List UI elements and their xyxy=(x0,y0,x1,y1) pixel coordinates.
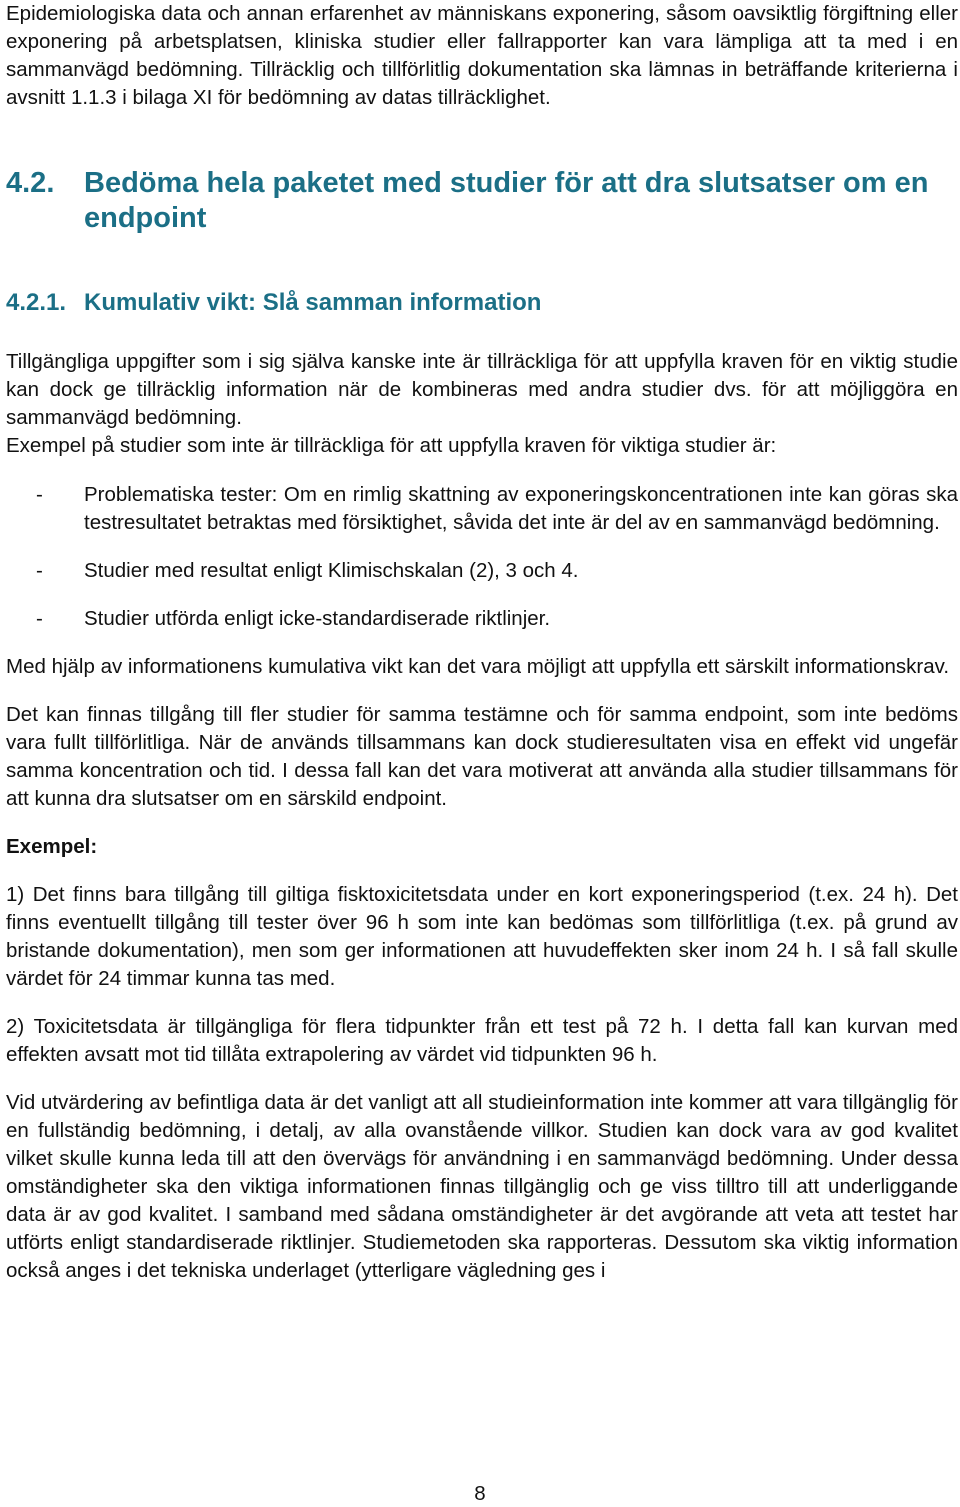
paragraph-available-data: Tillgängliga uppgifter som i sig själva kanske inte är tillräckliga för att uppfylla kraven för en viktig studie kan dock ge tillräcklig information när de kombineras med andra studier dvs. för att möjliggöra en sammanvägd bedömning. xyxy=(6,350,958,429)
list-item-text: Studier utförda enligt icke-standardiserade riktlinjer. xyxy=(84,607,551,630)
example-1: 1) Det finns bara tillgång till giltiga fisktoxicitetsdata under en kort exponeringsperiod (t.ex. 24 h). Det finns eventuellt tillgång till tester över 96 h som inte kan bedömas som tillförlitliga (t.ex. på grund av bristande dokumentation), men som ger informationen att huvudeffekten sker inom 24 h. I så fall skulle värdet för 24 timmar kunna tas med. xyxy=(6,883,958,990)
list-dash: - xyxy=(36,607,43,630)
subsection-heading xyxy=(6,288,958,318)
subsection-number: 4.2.1. xyxy=(6,289,67,316)
document-page xyxy=(6,0,958,1285)
paragraph-evaluation: Vid utvärdering av befintliga data är det vanligt att all studieinformation inte kommer att vara tillgänglig för en fullständig bedömning, i detalj, av alla ovanstående villkor. Studien kan dock vara av god kvalitet vilket skulle kunna leda till att den övervägs för användning i en sammanvägd bedömning. Under dessa omständigheter ska den viktiga informationen finnas tillgänglig och ge viss tilltro till att underliggande data är av god kvalitet. I samband med sådana omständigheter är det avgörande att veta att testet har utförts enligt standardiserade riktlinjer. Studiemetoden ska rapporteras. Dessutom ska viktig information också anges i det tekniska underlaget (ytterligare vägledning ges i xyxy=(6,1091,958,1282)
subsection-title: Kumulativ vikt: Slå samman information xyxy=(84,289,542,316)
example-2: 2) Toxicitetsdata är tillgängliga för flera tidpunkter från ett test på 72 h. I detta fall kan kurvan med effekten avsatt mot tid tillåta extrapolering av värdet vid tidpunkten 96 h. xyxy=(6,1015,958,1066)
example-heading: Exempel: xyxy=(6,835,98,858)
list-item xyxy=(6,481,958,537)
list-item xyxy=(6,557,958,585)
section-heading xyxy=(6,166,958,236)
section-title: Bedöma hela paketet med studier för att dra slutsatser om en endpoint xyxy=(84,167,929,234)
paragraph-cumulative-weight: Med hjälp av informationens kumulativa vikt kan det vara möjligt att uppfylla ett särskilt informationskrav. xyxy=(6,655,950,678)
dash-list xyxy=(6,481,958,633)
list-item xyxy=(6,605,958,633)
list-item-text: Studier med resultat enligt Klimischskalan (2), 3 och 4. xyxy=(84,559,579,582)
intro-paragraph: Epidemiologiska data och annan erfarenhet av människans exponering, såsom oavsiktlig förgiftning eller exponering på arbetsplatsen, kliniska studier eller fallrapporter kan vara lämpliga att ta med i en sammanvägd bedömning. Tillräcklig och tillförlitlig dokumentation ska lämnas in beträffande kriterierna i avsnitt 1.1.3 i bilaga XI för bedömning av datas tillräcklighet. xyxy=(6,2,958,109)
paragraph-multiple-studies: Det kan finnas tillgång till fler studier för samma testämne och för samma endpoint, som inte bedöms vara fullt tillförlitliga. När de används tillsammans kan dock studieresultaten visa en effekt vid ungefär samma koncentration och tid. I dessa fall kan det vara motiverat att använda alla studier tillsammans för att kunna dra slutsatser om en särskild endpoint. xyxy=(6,703,958,810)
page-number: 8 xyxy=(474,1482,486,1505)
list-dash: - xyxy=(36,559,43,582)
paragraph-examples-intro: Exempel på studier som inte är tillräckliga för att uppfylla kraven för viktiga studier är: xyxy=(6,434,777,457)
list-dash: - xyxy=(36,483,43,506)
list-item-text: Problematiska tester: Om en rimlig skattning av exponeringskoncentrationen inte kan göras ska testresultatet betraktas med försiktighet, såvida det inte är del av en sammanvägd bedömning. xyxy=(84,483,958,534)
section-number: 4.2. xyxy=(6,167,55,199)
